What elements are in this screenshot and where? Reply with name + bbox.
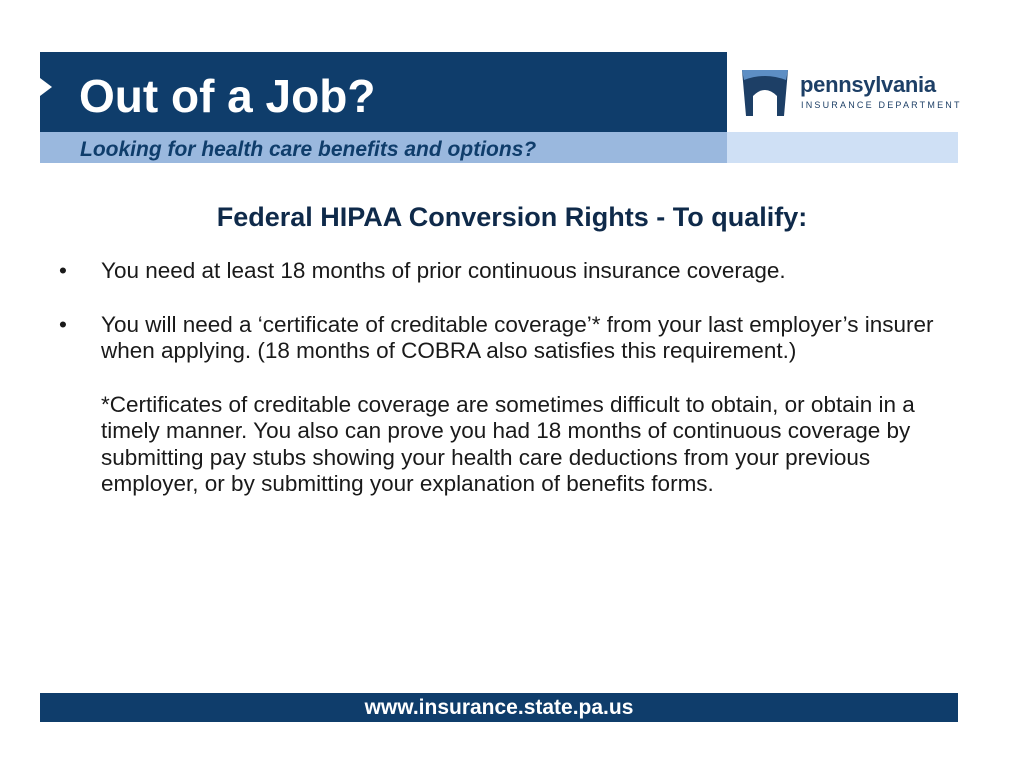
bullet-text: You will need a ‘certificate of creditable coverage’* from your last employer’s insurer when applying. (18 months of COBRA also satisfies this requirement.) [101,311,934,363]
subtitle-bar-accent [727,132,958,163]
pennsylvania-logo [738,66,962,120]
bullet-icon: • [59,311,67,337]
logo-department: INSURANCE DEPARTMENT [801,100,962,110]
footer-url-link[interactable]: www.insurance.state.pa.us [364,696,634,719]
slide-title: Out of a Job? [79,70,376,122]
section-heading: Federal HIPAA Conversion Rights - To qualify: [216,202,808,232]
slide-subtitle: Looking for health care benefits and options? [80,138,537,161]
bullet-item [57,258,972,285]
bullet-text: You need at least 18 months of prior continuous insurance coverage. [101,258,786,283]
footnote-text: *Certificates of creditable coverage are sometimes difficult to obtain, or obtain in a timely manner. You also can prove you had 18 months of continuous coverage by submitting pay stubs showing your health care deductions from your previous employer, or by submitting your explanation of benefits forms. [101,391,915,496]
keystone-logo-icon [738,66,792,120]
logo-name: pennsylvania [800,72,936,97]
header-arrow-icon [40,78,52,96]
content-body [57,258,972,498]
bullet-item [57,312,972,365]
bullet-icon: • [59,258,67,283]
